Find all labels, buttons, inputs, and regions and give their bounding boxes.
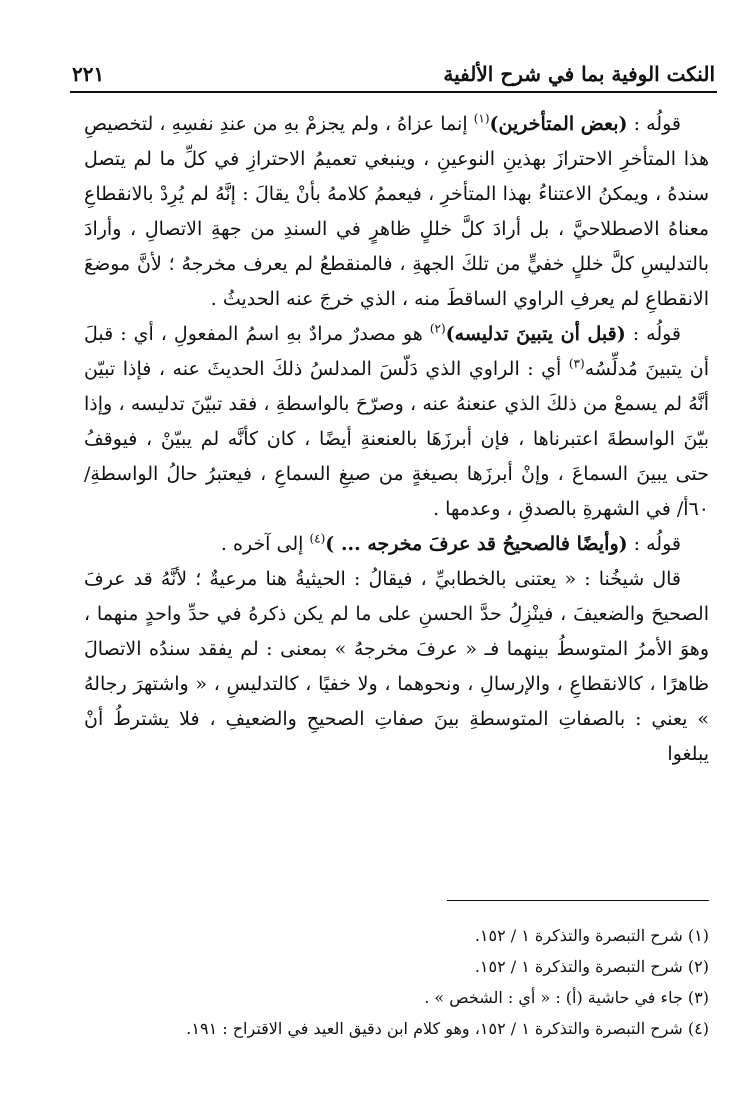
quoted-phrase: (وأيضًا فالصحيحُ قد عرفَ مخرجه ... )	[325, 533, 628, 555]
quoted-phrase: (بعض المتأخرين)	[489, 113, 628, 135]
footnote-ref: (٢)	[429, 321, 446, 336]
lead-word: قولُه :	[625, 323, 682, 345]
paragraph-text: إلى آخره .	[220, 533, 310, 555]
paragraph-text: إنما عزاهُ ، ولم يجزمْ بهِ من عندِ نفسِهِ ، لتخصيصِ هذا المتأخرِ الاحترازَ بهذينِ النوعينِ ، وينبغي تعميمُ الاحترازِ في كلِّ ما لم يتصل سندهُ ، ويمكنُ الاعتناءُ بهذا المتأخرِ ، فيعممُ كلامهُ بأنْ يقالَ : إنَّهُ لم يُرِدْ بالانقطاعِ معناهُ الاصطلاحيَّ ، بل أرادَ كلَّ خللٍ ظاهرٍ في السندِ من جهةِ الاتصالِ ، وأرادَ بالتدليسِ كلَّ خللٍ خفيٍّ من تلكَ الجهةِ ، فالمنقطعُ لم يعرف مخرجهُ ؛ لأنَّ موضعَ الانقطاعِ لم يعرفِ الراوي الساقطَ منه ، الذي خرجَ عنه الحديثُ .	[84, 113, 709, 310]
paragraph-text: أي : الراوي الذي دَلّسَ المدلسُ ذلكَ الحديثَ عنه ، فإذا تبيّن أنَّهُ لم يسمعْ من ذلكَ الذي عنعنهُ عنه ، وصرّحَ بالواسطةِ ، فقد تبيّنَ تدليسه ، وإذا بيّنَ الواسطةَ اعتبرناها ، فإن أبرزَهَا بالعنعنةِ أيضًا ، كان كأنَّه لم يبيّنْ ، فيوقفُ حتى يبينَ السماعَ ، وإنْ أبرزَها بصيغةٍ من صيغِ السماعِ ، فيعتبرُ حالُ الواسطةِ/٦٠أ/ في الشهرةِ بالصدقِ ، وعدمها .	[84, 358, 709, 520]
footnote-1: (١) شرح التبصرة والتذكرة ١ / ١٥٢.	[474, 926, 709, 945]
paragraph-text: هو مصدرٌ مرادٌ بهِ اسمُ المفعولِ ، أي : قبلَ أن يتبينَ مُدلِّسُه	[84, 323, 709, 380]
paragraph-4	[84, 562, 709, 772]
paragraph-1	[84, 107, 709, 317]
paragraph-text: قال شيخُنا : « يعتنى بالخطابيِّ ، فيقالُ : الحيثيةُ هنا مرعيةٌ ؛ لأنَّهُ قد عرفَ الصحيحَ والضعيفَ ، فينْزِلُ حدَّ الحسنِ على ما لم يكن ذكرهُ في حدِّ واحدٍ منهما ، وهوَ الأمرُ المتوسطُ بينهما فـ « عرفَ مخرجهُ » بمعنى : لم يفقد سندُه الاتصالَ ظاهرًا ، كالانقطاعِ ، والإرسالِ ، ونحوهما ، ولا خفيًا ، كالتدليسِ ، « واشتهرَ رجالهُ » يعني : بالصفاتِ المتوسطةِ بينَ صفاتِ الصحيحِ والضعيفِ ، فلا يشترطُ أنْ يبلغوا	[84, 568, 709, 765]
quoted-phrase: (قبل أن يتبينَ تدليسه)	[445, 323, 626, 345]
header-divider	[70, 91, 717, 93]
footnote-3: (٣) جاء في حاشية (أ) : « أي : الشخص » .	[424, 988, 709, 1007]
footnote-2: (٢) شرح التبصرة والتذكرة ١ / ١٥٢.	[474, 957, 709, 976]
footnote-ref: (٣)	[568, 356, 585, 371]
main-text	[84, 107, 709, 772]
running-title: النكت الوفية بما في شرح الألفية	[443, 62, 715, 86]
footnote-ref: (١)	[473, 111, 490, 126]
paragraph-2	[84, 317, 709, 527]
page-number: ٢٢١	[72, 62, 105, 86]
paragraph-3	[84, 527, 709, 562]
footnote-divider	[447, 900, 709, 901]
running-header	[72, 52, 715, 86]
lead-word: قولُه :	[627, 533, 681, 555]
lead-word: قولُه :	[627, 113, 681, 135]
footnotes	[84, 920, 709, 1044]
footnote-4: (٤) شرح التبصرة والتذكرة ١ / ١٥٢، وهو كلام ابن دقيق العيد في الاقتراح : ١٩١.	[186, 1019, 709, 1038]
footnote-ref: (٤)	[309, 531, 326, 546]
